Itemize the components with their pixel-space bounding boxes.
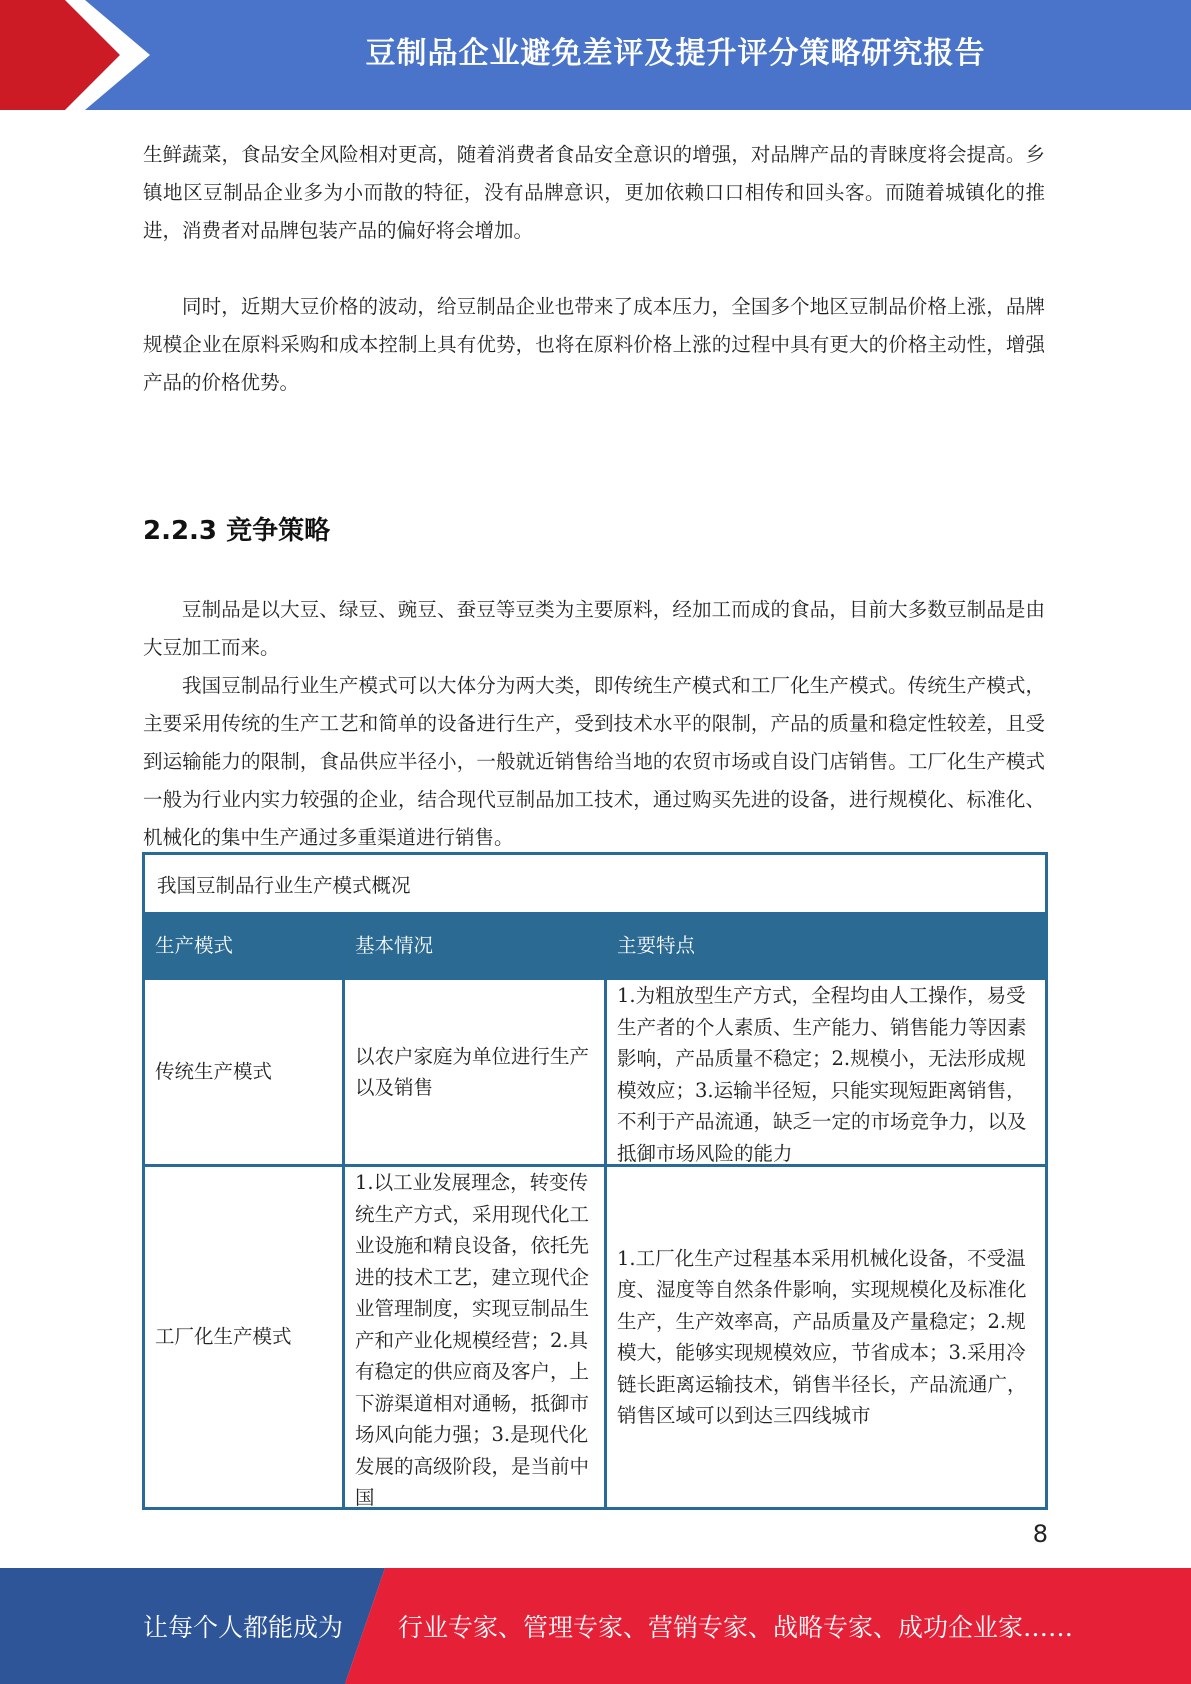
row2-basic-cell: [345, 1167, 604, 1507]
page-footer: [0, 1568, 1191, 1684]
page-header: [0, 0, 1191, 110]
header-mode: 生产模式: [155, 934, 234, 958]
footer-slogan-right: 行业专家、管理专家、营销专家、战略专家、成功企业家……: [398, 1613, 1074, 1642]
report-title: 豆制品企业避免差评及提升评分策略研究报告: [365, 36, 986, 71]
table-row: [145, 980, 342, 1164]
paragraph-2: 同时，近期大豆价格的波动，给豆制品企业也带来了成本压力，全国多个地区豆制品价格上涨，品牌规模企业在原料采购和成本控制上具有优势，也将在原料价格上涨的过程中具有更大的价格主动性，增强产品的价格优势。: [143, 295, 1045, 394]
row1-features-cell: [607, 980, 1045, 1164]
section-heading: 2.2.3 竞争策略: [143, 516, 331, 546]
paragraph-3: 豆制品是以大豆、绿豆、豌豆、蚕豆等豆类为主要原料，经加工而成的食品，目前大多数豆制品是由大豆加工而来。: [143, 598, 1045, 659]
table-header-row: [145, 915, 1045, 977]
row1-basic: 以农户家庭为单位进行生产以及销售: [355, 1044, 590, 1099]
row2-basic: 1.以工业发展理念，转变传统生产方式，采用现代化工业设施和精良设备，依托先进的技术工艺，建立现代企业管理制度，实现豆制品生产和产业化规模经营；2.具有稳定的供应商及客户，上下游渠道相对通畅，抵御市场风向能力强；3.是现代化发展的高级阶段，是当前中国: [355, 1171, 590, 1507]
row2-features-cell: [607, 1167, 1045, 1507]
row1-features: 1.为粗放型生产方式，全程均由人工操作，易受生产者的个人素质、生产能力、销售能力等因素影响，产品质量不稳定；2.规模小，无法形成规模效应；3.运输半径短，只能实现短距离销售，不利于产品流通，缺乏一定的市场竞争力，以及抵御市场风险的能力: [617, 984, 1027, 1165]
header-features: 主要特点: [617, 934, 696, 958]
header-chevron-decoration: [0, 0, 160, 110]
row1-mode: 传统生产模式: [155, 1060, 273, 1084]
header-basic: 基本情况: [355, 934, 434, 958]
footer-slogan-left: 让每个人都能成为: [143, 1613, 344, 1642]
row1-basic-cell: [345, 980, 604, 1164]
production-mode-table: [142, 852, 1048, 1510]
row2-mode: 工厂化生产模式: [155, 1325, 292, 1349]
paragraph-4: 我国豆制品行业生产模式可以大体分为两大类，即传统生产模式和工厂化生产模式。传统生产模式，主要采用传统的生产工艺和简单的设备进行生产，受到技术水平的限制，产品的质量和稳定性较差，且受到运输能力的限制，食品供应半径小，一般就近销售给当地的农贸市场或自设门店销售。工厂化生产模式一般为行业内实力较强的企业，结合现代豆制品加工技术，通过购买先进的设备，进行规模化、标准化、机械化的集中生产通过多重渠道进行销售。: [143, 674, 1045, 849]
row2-features: 1.工厂化生产过程基本采用机械化设备，不受温度、湿度等自然条件影响，实现规模化及标准化生产，生产效率高，产品质量及产量稳定；2.规模大，能够实现规模效应，节省成本；3.采用冷链长距离运输技术，销售半径长，产品流通广，销售区域可以到达三四线城市: [617, 1246, 1027, 1427]
page-number: 8: [1032, 1520, 1048, 1548]
paragraph-1: 生鲜蔬菜，食品安全风险相对更高，随着消费者食品安全意识的增强，对品牌产品的青睐度将会提高。乡镇地区豆制品企业多为小而散的特征，没有品牌意识，更加依赖口口相传和回头客。而随着城镇化的推进，消费者对品牌包装产品的偏好将会增加。: [143, 143, 1045, 242]
table-row: [145, 1167, 342, 1507]
table-caption: 我国豆制品行业生产模式概况: [145, 855, 1045, 915]
